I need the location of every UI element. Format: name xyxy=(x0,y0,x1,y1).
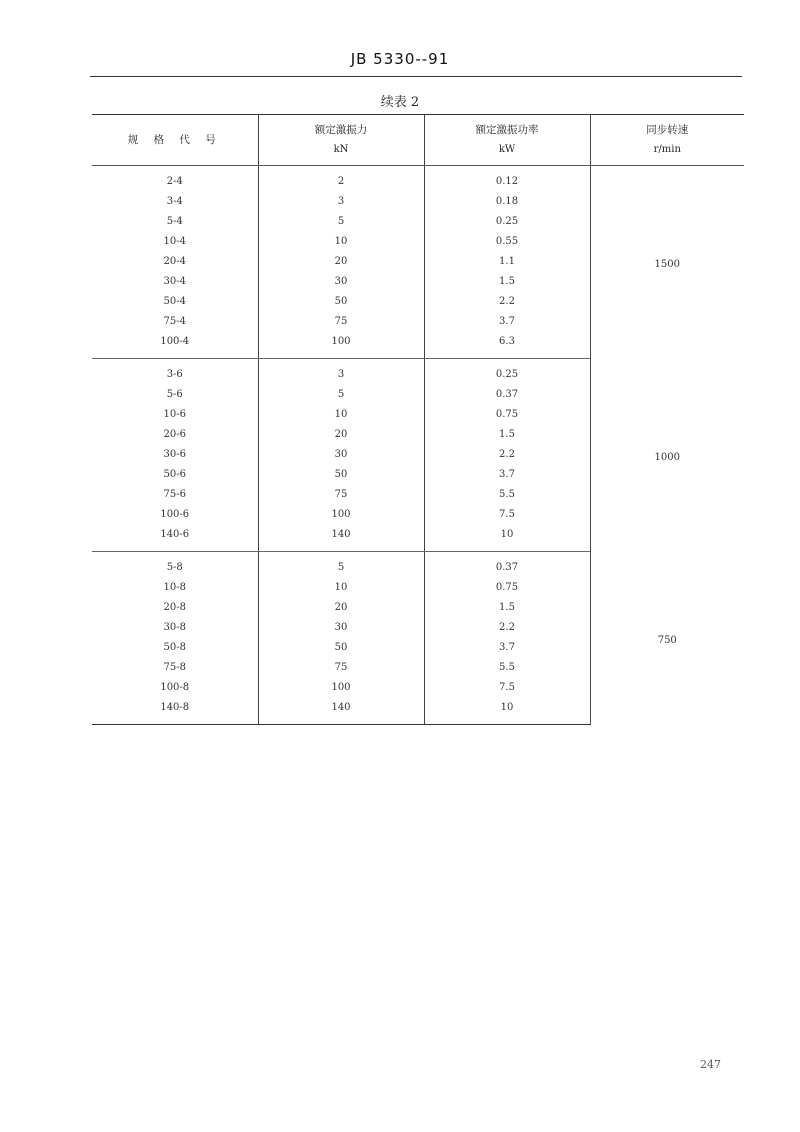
spec-code-cell: 10-4 xyxy=(163,236,186,247)
spec-code-cell: 75-4 xyxy=(163,316,186,327)
power-cell: 2.2 xyxy=(424,618,590,638)
power-cell: 1.5 xyxy=(424,272,590,292)
table-row xyxy=(92,552,744,579)
column-header-speed xyxy=(590,115,744,166)
spec-code-cell: 50-6 xyxy=(163,469,186,480)
spec-code-cell: 140-6 xyxy=(92,525,258,552)
spec-code-cell: 20-4 xyxy=(163,256,186,267)
power-cell: 0.18 xyxy=(424,192,590,212)
page-number: 247 xyxy=(700,1058,721,1071)
spec-code-cell: 75-8 xyxy=(163,662,186,673)
power-cell: 1.5 xyxy=(424,598,590,618)
header-rule xyxy=(90,76,742,77)
force-cell: 5 xyxy=(258,212,424,232)
power-cell: 7.5 xyxy=(424,505,590,525)
force-cell: 100 xyxy=(258,332,424,359)
force-cell: 20 xyxy=(258,598,424,618)
spec-code-cell: 50-4 xyxy=(163,296,186,307)
table-caption: 续表 2 xyxy=(380,95,420,110)
force-cell: 140 xyxy=(258,698,424,725)
power-cell: 2.2 xyxy=(424,445,590,465)
force-cell: 30 xyxy=(258,445,424,465)
spec-code-cell: 5-4 xyxy=(166,216,183,227)
spec-code-cell: 140-8 xyxy=(92,698,258,725)
power-cell: 1.1 xyxy=(424,252,590,272)
force-cell: 100 xyxy=(258,505,424,525)
column-header-code xyxy=(92,115,258,166)
spec-code-cell: 5-6 xyxy=(166,389,183,400)
spec-code-cell: 3-4 xyxy=(166,196,183,207)
power-cell: 7.5 xyxy=(424,678,590,698)
spec-code-cell: 2-4 xyxy=(166,176,183,187)
power-cell: 2.2 xyxy=(424,292,590,312)
sync-speed-cell: 1500 xyxy=(590,166,744,359)
column-header-label: 规 格 代 号 xyxy=(127,134,222,146)
power-cell: 1.5 xyxy=(424,425,590,445)
power-cell: 0.37 xyxy=(424,385,590,405)
power-cell: 3.7 xyxy=(424,312,590,332)
power-cell: 0.75 xyxy=(424,405,590,425)
spec-code-cell: 100-6 xyxy=(160,509,190,520)
force-cell: 3 xyxy=(258,192,424,212)
power-cell: 5.5 xyxy=(424,658,590,678)
force-cell: 75 xyxy=(258,312,424,332)
power-cell: 3.7 xyxy=(424,638,590,658)
spec-code-cell: 10-8 xyxy=(163,582,186,593)
power-cell: 0.55 xyxy=(424,232,590,252)
force-cell: 10 xyxy=(258,232,424,252)
column-header-force xyxy=(258,115,424,166)
power-cell: 0.25 xyxy=(424,212,590,232)
table-header-row xyxy=(92,115,744,166)
spec-code-cell: 20-6 xyxy=(163,429,186,440)
force-cell: 100 xyxy=(258,678,424,698)
spec-code-cell: 10-6 xyxy=(163,409,186,420)
force-cell: 5 xyxy=(258,552,424,579)
force-cell: 30 xyxy=(258,618,424,638)
spec-code-cell: 30-4 xyxy=(163,276,186,287)
power-cell: 10 xyxy=(424,698,590,725)
force-cell: 10 xyxy=(258,578,424,598)
power-cell: 3.7 xyxy=(424,465,590,485)
force-cell: 20 xyxy=(258,425,424,445)
force-cell: 140 xyxy=(258,525,424,552)
column-header-label: 同步转速 xyxy=(646,124,689,136)
power-cell: 0.12 xyxy=(424,166,590,193)
column-header-power xyxy=(424,115,590,166)
force-cell: 5 xyxy=(258,385,424,405)
column-header-label: 额定激振功率 xyxy=(475,124,539,136)
spec-table xyxy=(92,115,744,725)
table-body xyxy=(92,166,744,725)
force-cell: 30 xyxy=(258,272,424,292)
spec-code-cell: 100-4 xyxy=(92,332,258,359)
table-row xyxy=(92,166,744,193)
force-cell: 75 xyxy=(258,658,424,678)
power-cell: 5.5 xyxy=(424,485,590,505)
spec-code-cell: 75-6 xyxy=(163,489,186,500)
force-cell: 2 xyxy=(258,166,424,193)
force-cell: 50 xyxy=(258,465,424,485)
sync-speed-cell: 750 xyxy=(590,552,744,725)
force-cell: 50 xyxy=(258,638,424,658)
spec-code-cell: 100-8 xyxy=(160,682,190,693)
spec-code-cell: 50-8 xyxy=(163,642,186,653)
power-cell: 0.25 xyxy=(424,359,590,386)
sync-speed-cell: 1000 xyxy=(590,359,744,552)
column-header-label: 额定激振力 xyxy=(314,124,368,136)
spec-code-cell: 30-8 xyxy=(163,622,186,633)
power-cell: 0.37 xyxy=(424,552,590,579)
force-cell: 3 xyxy=(258,359,424,386)
force-cell: 10 xyxy=(258,405,424,425)
force-cell: 50 xyxy=(258,292,424,312)
column-header-unit: kN xyxy=(333,144,349,155)
force-cell: 20 xyxy=(258,252,424,272)
force-cell: 75 xyxy=(258,485,424,505)
column-header-unit: r/min xyxy=(653,144,681,155)
power-cell: 0.75 xyxy=(424,578,590,598)
document-header: JB 5330--91 xyxy=(350,50,450,68)
spec-code-cell: 20-8 xyxy=(163,602,186,613)
power-cell: 6.3 xyxy=(424,332,590,359)
spec-code-cell: 3-6 xyxy=(166,369,183,380)
column-header-unit: kW xyxy=(498,144,516,155)
spec-code-cell: 30-6 xyxy=(163,449,186,460)
power-cell: 10 xyxy=(424,525,590,552)
table-row xyxy=(92,359,744,386)
spec-code-cell: 5-8 xyxy=(166,562,183,573)
